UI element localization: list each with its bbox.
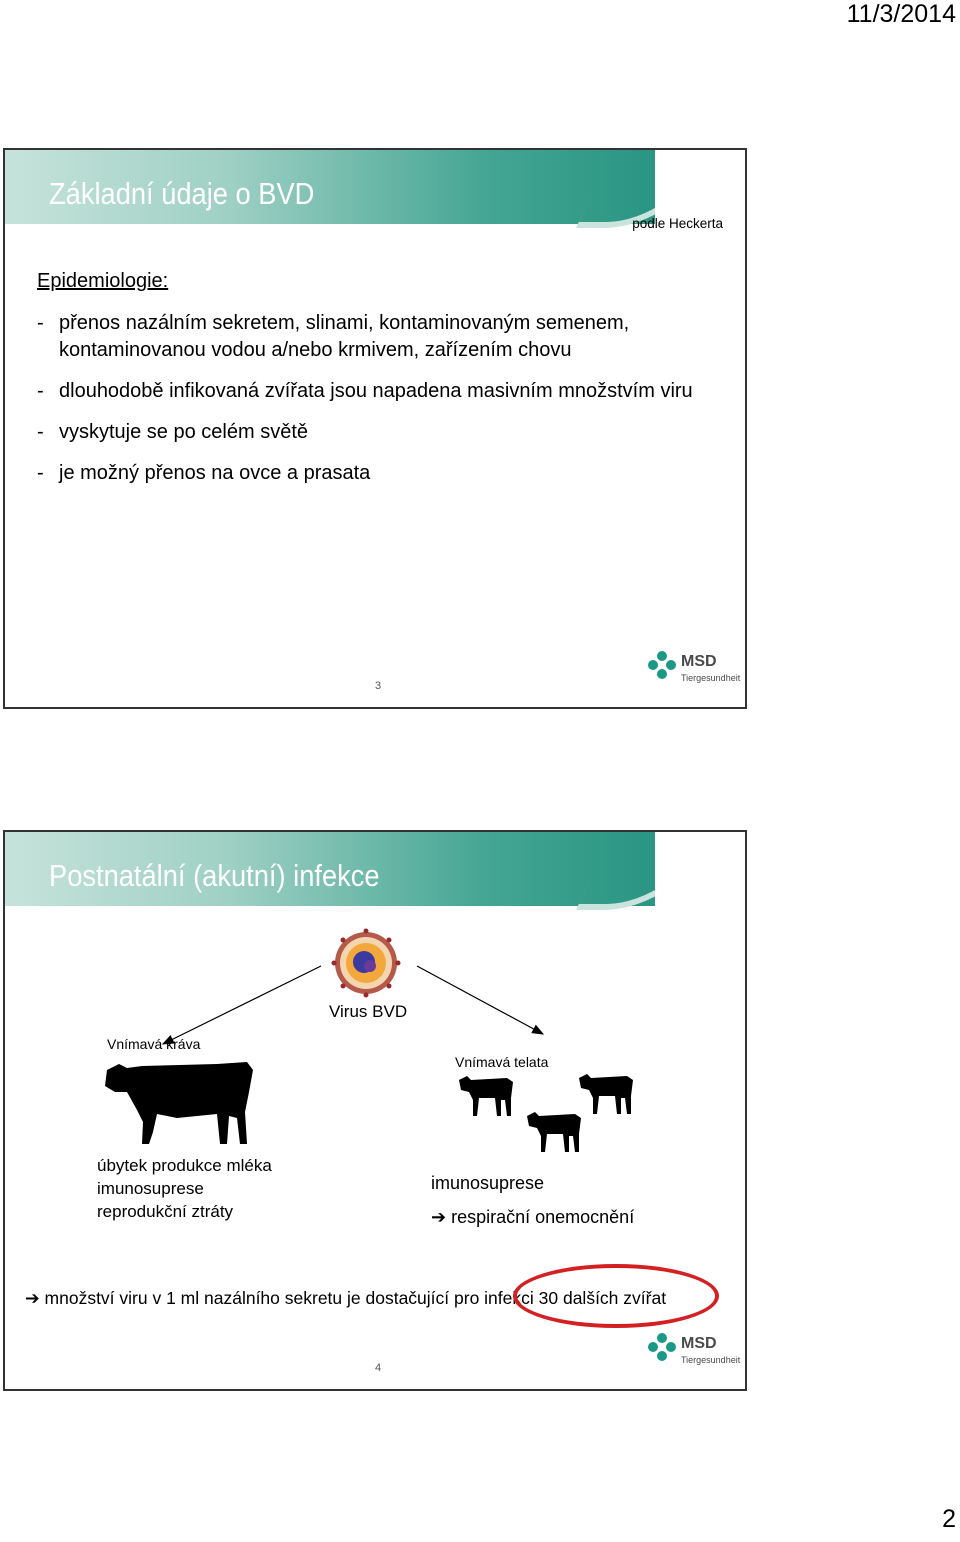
msd-logo-icon: [647, 650, 677, 680]
section-label: Epidemiologie:: [37, 270, 169, 292]
highlight-ellipse: [513, 1264, 719, 1328]
calf-icon: [457, 1072, 515, 1118]
bullet-item: - přenos nazálním sekretem, slinami, kontaminovaným semenem, kontaminovanou vodou a/nebo krmivem, zařízením chovu: [37, 310, 737, 364]
cow-icon: [97, 1052, 257, 1147]
calves-label: Vnímavá telata: [455, 1054, 549, 1070]
conclusion-text: ➔ množství viru v 1 ml nazálního sekretu je dostačující pro infekci 30 dalších zvířat: [25, 1288, 667, 1308]
effect-item: imunosuprese: [431, 1173, 545, 1193]
virus-label: Virus BVD: [329, 1002, 408, 1021]
msd-logo: [647, 650, 743, 690]
calf-effects: [431, 1166, 634, 1234]
cow-label: Vnímavá kráva: [107, 1036, 201, 1052]
virus-icon: [331, 928, 401, 998]
logo-name: MSD: [681, 653, 717, 670]
logo-subtitle: Tiergesundheit: [681, 1355, 741, 1365]
date: 11/3/2014: [846, 0, 956, 28]
slide-4: [3, 830, 747, 1391]
arrow-right-icon: ➔: [431, 1207, 452, 1227]
effect-item: ➔ respirační onemocnění: [431, 1207, 635, 1227]
slide-number: 4: [375, 1362, 382, 1374]
source-note: podle Heckerta: [632, 216, 723, 231]
effect-item: imunosuprese: [97, 1179, 204, 1198]
cow-effects: [97, 1154, 272, 1223]
slide-title: Postnatální (akutní) infekce: [49, 858, 380, 893]
bullet-item: - dlouhodobě infikovaná zvířata jsou napadena masivním množstvím viru: [37, 378, 737, 405]
calf-icon: [525, 1108, 583, 1154]
arrow-right-icon: ➔: [25, 1288, 45, 1308]
slide-title: Základní údaje o BVD: [49, 176, 315, 211]
effect-item: úbytek produkce mléka: [97, 1156, 272, 1175]
effect-item: reprodukční ztráty: [97, 1202, 234, 1221]
slide-number: 3: [375, 680, 382, 692]
logo-subtitle: Tiergesundheit: [681, 673, 741, 683]
logo-name: MSD: [681, 1335, 717, 1352]
msd-logo: [647, 1332, 743, 1372]
bullet-item: - je možný přenos na ovce a prasata: [37, 460, 737, 487]
page-number: 2: [942, 1505, 956, 1533]
slide-3: [3, 148, 747, 709]
bullet-list: [37, 310, 737, 501]
msd-logo-icon: [647, 1332, 677, 1362]
bullet-item: - vyskytuje se po celém světě: [37, 419, 737, 446]
calf-icon: [577, 1070, 635, 1116]
